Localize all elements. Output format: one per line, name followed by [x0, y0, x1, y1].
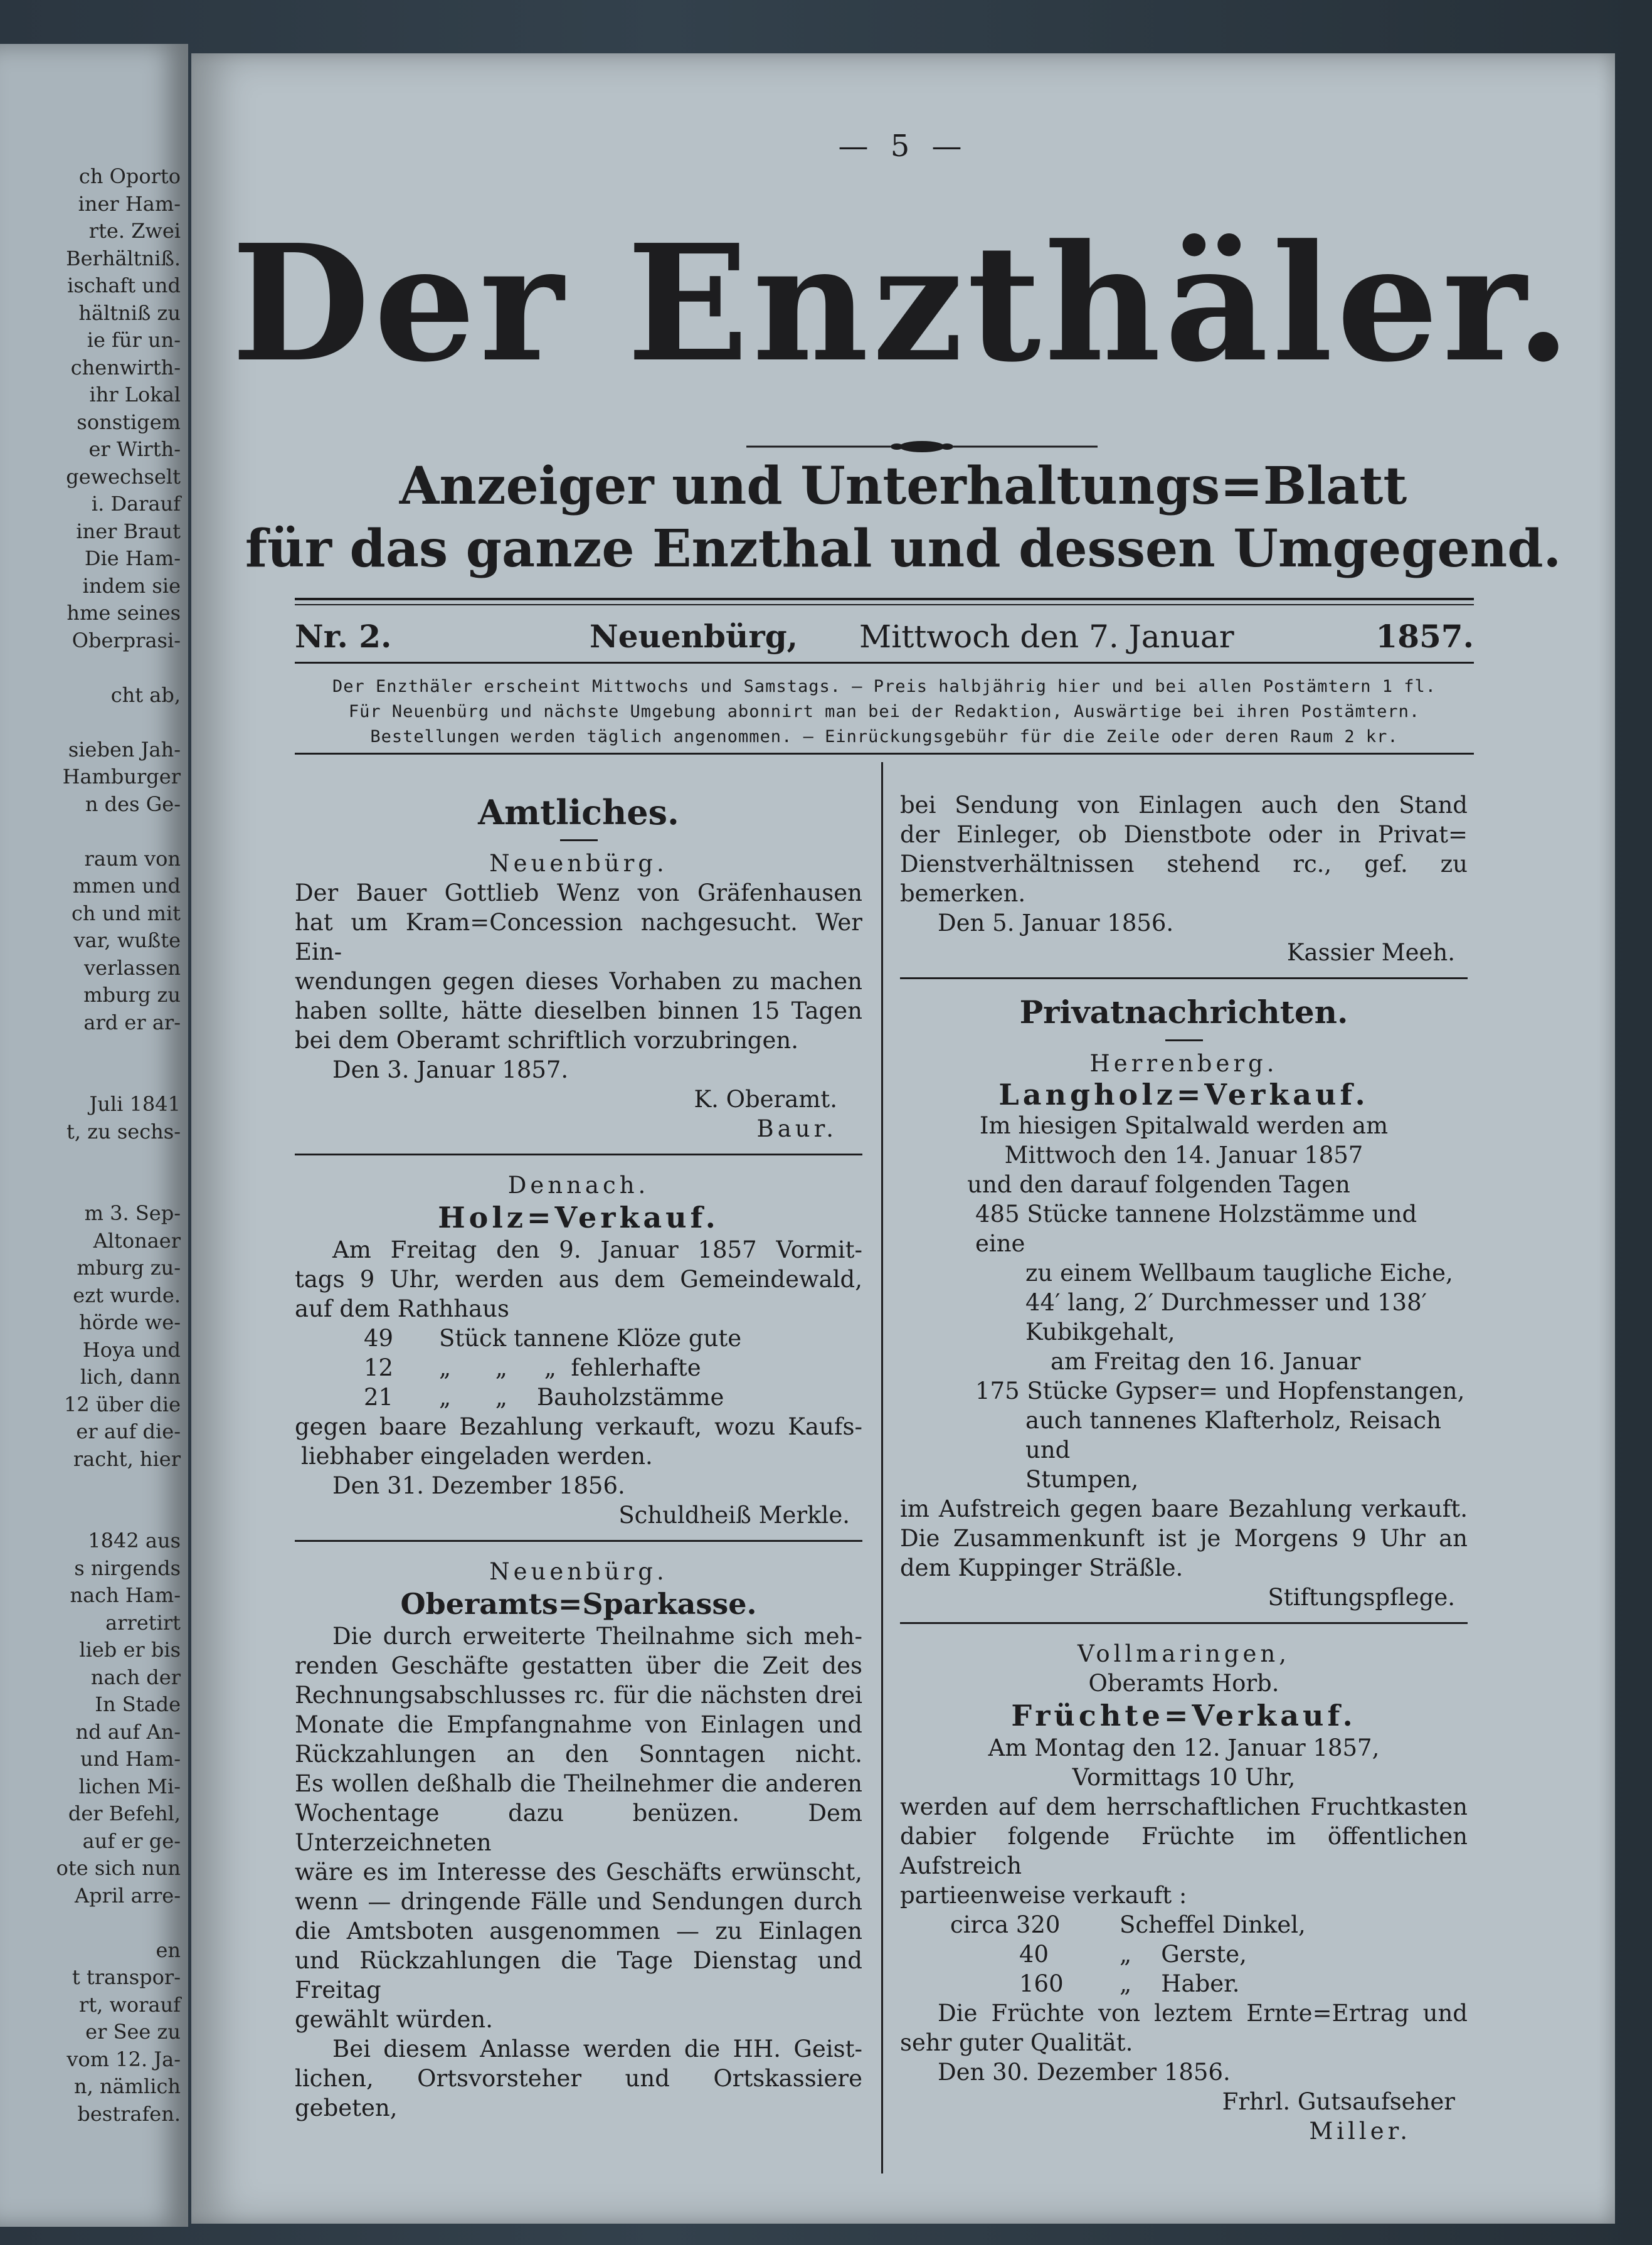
left-page-line: Hamburger: [62, 765, 181, 788]
notice-text: und Rückzahlungen die Tage Dienstag und Freitag: [295, 1947, 862, 2004]
notice-text: Vormittags 10 Uhr,: [1072, 1764, 1296, 1791]
left-page-line: und Ham-: [80, 1747, 181, 1771]
notice-line: Bestellungen werden täglich angenommen. – Einrückungsgebühr für die Zeile oder deren Raum 2 kr.: [370, 727, 1399, 746]
left-page-line: ch und mit: [71, 901, 181, 925]
left-page-line: [0, 1036, 181, 1064]
left-page-line: ezt wurde.: [73, 1283, 181, 1307]
left-page-line: sonstigem: [77, 410, 181, 434]
notice-text: renden Geschäfte gestatten über die Zeit des: [295, 1652, 862, 1679]
notice-title: Langholz=Verkauf.: [998, 1078, 1369, 1112]
notice-place: Vollmaringen,: [1078, 1640, 1290, 1667]
left-page-line: sieben Jah-: [68, 737, 181, 762]
left-page-line: Berhältniß.: [66, 246, 181, 270]
subtitle-line-2: für das ganze Enzthal und dessen Umgegend.: [245, 519, 1562, 579]
notice-text: hat um Kram=Concession nachgesucht. Wer Ein-: [295, 909, 862, 965]
notice-text: Stumpen,: [1025, 1466, 1139, 1493]
left-page-line: ote sich nun: [56, 1856, 181, 1880]
notice-text: Wochentage dazu benüzen. Dem Unterzeichneten: [295, 1800, 862, 1856]
notice-date: Den 31. Dezember 1856.: [332, 1472, 625, 1499]
notice-text: Mittwoch den 14. Januar 1857: [1004, 1142, 1363, 1169]
left-page-line: var, wußte: [73, 928, 181, 952]
left-page-line: rt, worauf: [79, 1992, 181, 2017]
notice-text: Die Früchte von leztem Ernte=Ertrag und: [938, 2000, 1468, 2027]
notice-text: der Einleger, ob Dienstbote oder in Privat=: [900, 821, 1468, 848]
left-page-line: Juli 1841: [89, 1092, 181, 1116]
notice-text: Dienstverhältnissen stehend rc., gef. zu bemerken.: [900, 851, 1468, 907]
notice-date: Den 30. Dezember 1856.: [938, 2059, 1231, 2086]
left-page-line: [0, 1064, 181, 1091]
left-page-line: Oberprasi-: [71, 628, 181, 652]
notice-date: Den 3. Januar 1857.: [332, 1056, 569, 1083]
issue-date: Mittwoch den 7. Januar: [859, 618, 1234, 655]
left-page-line: [0, 1909, 181, 1937]
header-rule-top-thin: [295, 604, 1474, 605]
left-page-line: er auf die-: [76, 1420, 181, 1443]
notice-place: Neuenbürg.: [489, 850, 668, 877]
left-page-line: nach Ham-: [70, 1583, 181, 1607]
notice-text: Rechnungsabschlusses rc. für die nächsten drei: [295, 1682, 862, 1709]
left-page-line: chenwirth-: [70, 355, 181, 379]
title-dash: [560, 839, 598, 841]
notice-text: bei dem Oberamt schriftlich vorzubringen.: [295, 1027, 798, 1054]
left-page-line: iner Braut: [76, 519, 181, 543]
section-title-private: Privatnachrichten.: [1019, 994, 1348, 1031]
left-page-line: en: [156, 1938, 181, 1962]
notice-text: Die durch erweiterte Theilnahme sich meh-: [332, 1623, 862, 1650]
left-page-line: nd auf An-: [75, 1719, 181, 1744]
right-column: [900, 790, 1468, 2146]
item-row: 12 „ „ „ fehlerhafte: [364, 1354, 701, 1381]
left-page-line: arretirt: [105, 1610, 181, 1635]
notice-text: Kubikgehalt,: [1025, 1319, 1175, 1345]
left-page-line: [0, 654, 181, 682]
left-page-line: s nirgends: [74, 1556, 181, 1580]
notice-text: auch tannenes Klafterholz, Reisach und: [1025, 1407, 1441, 1463]
left-page-line: t, zu sechs-: [66, 1119, 181, 1144]
notice-separator: [900, 977, 1468, 979]
left-page-line: ischaft und: [67, 273, 181, 297]
left-page-line: [0, 818, 181, 846]
left-page-fragment: [0, 44, 188, 2227]
left-page-line: [0, 709, 181, 736]
left-page-line: lich, dann: [80, 1365, 181, 1389]
left-page-line: er See zu: [85, 2020, 181, 2044]
notice-text: Am Montag den 12. Januar 1857,: [988, 1734, 1380, 1761]
issue-line: [295, 618, 1474, 655]
left-page-line: ch Oporto: [78, 164, 181, 188]
notice-text: Die Zusammenkunft ist je Morgens 9 Uhr an: [900, 1525, 1468, 1552]
left-page-line: t transpor-: [71, 1965, 181, 1989]
notice-text: Der Bauer Gottlieb Wenz von Gräfenhausen: [295, 879, 862, 906]
left-page-line: [0, 1473, 181, 1500]
notice-text: gegen baare Bezahlung verkauft, wozu Kaufs-: [295, 1413, 862, 1440]
notice-signature: K. Oberamt.: [694, 1086, 837, 1113]
left-page-line: cht ab,: [110, 682, 181, 707]
notice-text: und den darauf folgenden Tagen: [967, 1171, 1350, 1198]
notice-text: werden auf dem herrschaftlichen Fruchtkasten: [900, 1793, 1468, 1820]
left-page-line: 12 über die: [63, 1392, 181, 1416]
ornament-divider: [746, 439, 1098, 454]
left-page-line: racht, hier: [73, 1446, 181, 1471]
item-row: 160 „ Haber.: [1019, 1970, 1240, 1997]
notice-separator: [900, 1622, 1468, 1624]
notice-separator: [295, 1540, 862, 1542]
notice-subplace: Oberamts Horb.: [1088, 1670, 1279, 1697]
left-page-line: lieb er bis: [79, 1638, 181, 1662]
left-page-line: n des Ge-: [85, 792, 181, 816]
notice-signature: Stiftungspflege.: [1268, 1584, 1455, 1611]
notice-text: gewählt würden.: [295, 2006, 493, 2033]
notice-text: 175 Stücke Gypser= und Hopfenstangen,: [975, 1377, 1465, 1404]
left-page-line: mburg zu-: [77, 1256, 181, 1280]
notice-signature: Miller.: [1309, 2118, 1411, 2145]
notice-text: Am Freitag den 9. Januar 1857 Vormit-: [332, 1236, 862, 1263]
notice-title: Oberamts=Sparkasse.: [400, 1587, 757, 1621]
notice-text: dabier folgende Früchte im öffentlichen Aufstreich: [900, 1823, 1468, 1879]
left-page-line: hme seines: [66, 601, 181, 625]
left-page-line: ie für un-: [87, 328, 181, 352]
notice-text: sehr guter Qualität.: [900, 2029, 1133, 2056]
notice-text: auf dem Rathhaus: [295, 1295, 509, 1322]
subtitle-line-1: Anzeiger und Unterhaltungs=Blatt: [399, 456, 1407, 516]
masthead-title: Der Enzthäler.: [231, 210, 1575, 398]
issue-place: Neuenbürg,: [590, 618, 798, 655]
notice-text: wäre es im Interesse des Geschäfts erwünscht,: [295, 1859, 862, 1886]
subscription-notice: [295, 674, 1474, 750]
left-page-line: Altonaer: [93, 1228, 181, 1253]
notice-text: 44′ lang, 2′ Durchmesser und 138′: [1025, 1289, 1427, 1316]
notice-signature: Schuldheiß Merkle.: [618, 1502, 850, 1529]
left-page-line: Die Ham-: [84, 546, 181, 570]
left-page-line: mburg zu: [83, 983, 181, 1007]
section-title-official: Amtliches.: [478, 792, 679, 832]
notice-text: die Amtsboten ausgenommen — zu Einlagen: [295, 1918, 862, 1945]
notice-signature: Kassier Meeh.: [1286, 939, 1455, 966]
notice-place: Dennach.: [507, 1172, 650, 1199]
left-page-line: raum von: [84, 846, 181, 871]
left-page-line: vom 12. Ja-: [66, 2047, 181, 2071]
left-page-line: indem sie: [82, 573, 181, 598]
notice-text: wendungen gegen dieses Vorhaben zu machen: [295, 968, 862, 995]
notice-text: im Aufstreich gegen baare Bezahlung verkauft.: [900, 1495, 1468, 1522]
notice-date: Den 5. Januar 1856.: [938, 910, 1174, 937]
title-dash: [1165, 1039, 1203, 1041]
notice-text: 485 Stücke tannene Holzstämme und eine: [975, 1201, 1417, 1257]
left-page-line: m 3. Sep-: [84, 1201, 181, 1225]
left-page-line: verlassen: [83, 955, 181, 980]
notice-text: dem Kuppinger Sträßle.: [900, 1554, 1183, 1581]
item-row: 40 „ Gerste,: [1019, 1941, 1247, 1968]
notice-place: Herrenberg.: [1089, 1050, 1278, 1077]
left-page-line: iner Ham-: [78, 191, 181, 216]
notice-line: Der Enzthäler erscheint Mittwochs und Samstags. – Preis halbjährig hier und bei allen Postämtern 1 fl.: [332, 677, 1437, 696]
notice-title: Früchte=Verkauf.: [1011, 1699, 1357, 1733]
notice-text: haben sollte, hätte dieselben binnen 15 Tagen: [295, 997, 862, 1024]
left-page-line: [0, 1145, 181, 1173]
left-page-line: 1842 aus: [88, 1529, 181, 1552]
left-page-line: nach der: [90, 1665, 181, 1689]
notice-text: bei Sendung von Einlagen auch den Stand: [900, 792, 1468, 819]
left-page-line: rte. Zwei: [88, 219, 181, 243]
left-page-text: [0, 163, 181, 2128]
page-number: — 5 —: [838, 129, 968, 164]
notice-text: Monate die Empfangnahme von Einlagen und: [295, 1711, 862, 1738]
left-page-line: mmen und: [72, 874, 181, 898]
notice-text: zu einem Wellbaum taugliche Eiche,: [1025, 1260, 1453, 1287]
left-page-line: i. Darauf: [91, 492, 181, 516]
issue-number: Nr. 2.: [295, 618, 392, 655]
left-page-line: hörde we-: [79, 1310, 181, 1334]
left-page-line: [0, 1173, 181, 1201]
left-page-line: Hoya und: [82, 1337, 181, 1362]
column-divider: [881, 762, 883, 2173]
header-rule-mid: [295, 662, 1474, 664]
left-page-line: ard er ar-: [83, 1010, 181, 1034]
left-page-line: April arre-: [75, 1883, 181, 1908]
left-page-line: [0, 1500, 181, 1528]
left-page-line: lichen Mi-: [78, 1774, 181, 1798]
left-page-line: ihr Lokal: [89, 383, 181, 406]
item-row: 21 „ „ Bauholzstämme: [364, 1384, 724, 1411]
left-page-line: er Wirth-: [88, 437, 181, 461]
notice-text: Bei diesem Anlasse werden die HH. Geist-: [332, 2035, 862, 2062]
left-page-line: n, nämlich: [74, 2074, 181, 2098]
left-page-line: der Befehl,: [68, 1802, 181, 1825]
header-rule-top: [295, 598, 1474, 600]
left-page-line: In Stade: [95, 1692, 181, 1716]
notice-text: tags 9 Uhr, werden aus dem Gemeindewald,: [295, 1266, 862, 1293]
newspaper-page: [191, 53, 1615, 2224]
notice-title: Holz=Verkauf.: [438, 1201, 719, 1234]
notice-text: partieenweise verkauft :: [900, 1882, 1187, 1909]
notice-text: Es wollen deßhalb die Theilnehmer die anderen: [295, 1770, 862, 1797]
notice-text: Rückzahlungen an den Sonntagen nicht.: [295, 1741, 862, 1768]
notice-signature: Frhrl. Gutsaufseher: [1222, 2088, 1455, 2115]
notice-line: Für Neuenbürg und nächste Umgebung abonnirt man bei der Redaktion, Auswärtige bei ihren Postämtern.: [348, 702, 1421, 721]
issue-year: 1857.: [1375, 618, 1474, 655]
header-rule-bottom: [295, 753, 1474, 755]
notice-separator: [295, 1154, 862, 1155]
item-row: circa 320 Scheffel Dinkel,: [950, 1911, 1306, 1938]
notice-text: liebhaber eingeladen werden.: [301, 1443, 653, 1470]
notice-signature: Baur.: [756, 1115, 837, 1142]
left-page-line: gewechselt: [66, 464, 181, 489]
left-column: [295, 790, 862, 2123]
notice-text: am Freitag den 16. Januar: [1051, 1348, 1361, 1375]
notice-place: Neuenbürg.: [489, 1558, 668, 1585]
left-page-line: auf er ge-: [82, 1828, 181, 1853]
item-row: 49 Stück tannene Klöze gute: [364, 1325, 742, 1352]
notice-text: Im hiesigen Spitalwald werden am: [979, 1112, 1389, 1139]
notice-text: wenn — dringende Fälle und Sendungen durch: [295, 1888, 862, 1915]
left-page-line: bestrafen.: [77, 2101, 181, 2126]
notice-text: lichen, Ortsvorsteher und Ortskassiere gebeten,: [295, 2065, 862, 2121]
left-page-line: hältniß zu: [78, 300, 181, 325]
